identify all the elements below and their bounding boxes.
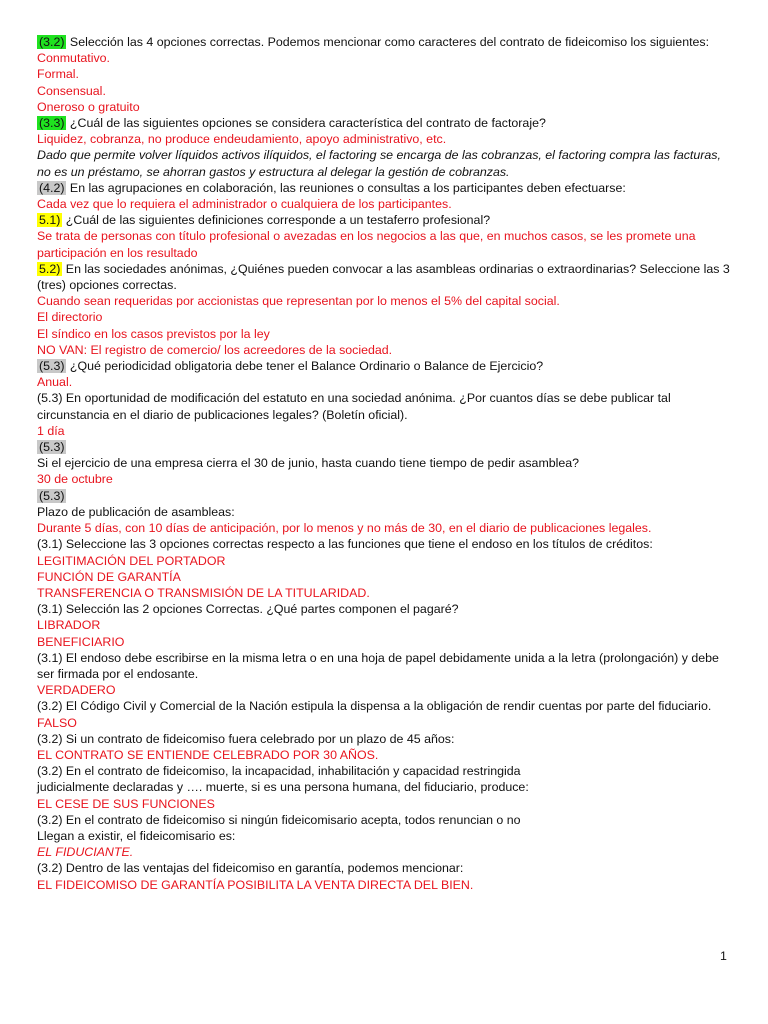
question-line (37, 698, 737, 714)
question-line (37, 779, 737, 795)
answer-line: FALSO (37, 715, 77, 730)
question-text: ¿Qué periodicidad obligatoria debe tener el Balance Ordinario o Balance de Ejercicio? (66, 359, 544, 374)
answer-line: Consensual. (37, 83, 106, 98)
page-number: 1 (720, 949, 727, 963)
question-text: Si el ejercicio de una empresa cierra el 30 de junio, hasta cuando tiene tiempo de pedir asamblea? (37, 456, 580, 471)
question-text: (3.2) Si un contrato de fideicomiso fuera celebrado por un plazo de 45 años: (37, 731, 455, 746)
question-text: (3.1) Seleccione las 3 opciones correctas respecto a las funciones que tiene el endoso en los títulos de créditos: (37, 537, 653, 552)
question-line (37, 828, 737, 844)
question-line (37, 536, 737, 552)
answer-line: BENEFICIARIO (37, 634, 125, 649)
question-line (37, 390, 737, 422)
question-line (37, 731, 737, 747)
question-line (37, 812, 737, 828)
question-text: (5.3) En oportunidad de modificación del estatuto en una sociedad anónima. ¿Por cuantos días se debe publicar tal circunstancia en el diario de publicaciones legales? (Boletín oficial). (37, 391, 671, 422)
answer-line: EL FIDUCIANTE. (37, 845, 134, 860)
answer-line: El síndico en los casos previstos por la ley (37, 326, 270, 341)
question-text: judicialmente declaradas y …. muerte, si es una persona humana, del fiduciario, produce: (37, 780, 529, 795)
question-line (37, 455, 737, 471)
question-line (37, 860, 737, 876)
question-line (37, 115, 737, 131)
answer-line: Formal. (37, 67, 79, 82)
answer-line: EL CONTRATO SE ENTIENDE CELEBRADO POR 30 AÑOS. (37, 747, 379, 762)
answer-line: Oneroso o gratuito (37, 99, 140, 114)
answer-line: Anual. (37, 375, 73, 390)
answer-line: EL CESE DE SUS FUNCIONES (37, 796, 215, 811)
answer-line: 1 día (37, 423, 65, 438)
question-tag: (3.3) (39, 116, 65, 131)
answer-line: FUNCIÓN DE GARANTÍA (37, 569, 181, 584)
question-line (37, 763, 737, 779)
question-line (37, 504, 737, 520)
question-line (37, 212, 737, 228)
question-text: (3.1) El endoso debe escribirse en la misma letra o en una hoja de papel debidamente unida a la letra (prolongación) y debe ser firmada por el endosante. (37, 650, 719, 681)
question-line (37, 439, 737, 455)
answer-line: LEGITIMACIÓN DEL PORTADOR (37, 553, 226, 568)
question-text: (3.2) En el contrato de fideicomiso, la incapacidad, inhabilitación y capacidad restringida (37, 764, 521, 779)
question-text: (3.2) El Código Civil y Comercial de la Nación estipula la dispensa a la obligación de rendir cuentas por parte del fiduciario. (37, 699, 712, 714)
answer-line: LIBRADOR (37, 618, 101, 633)
question-text: (3.2) Dentro de las ventajas del fideicomiso en garantía, podemos mencionar: (37, 861, 464, 876)
question-line (37, 180, 737, 196)
question-line (37, 34, 737, 50)
answer-line: EL FIDEICOMISO DE GARANTÍA POSIBILITA LA VENTA DIRECTA DEL BIEN. (37, 877, 474, 892)
question-line (37, 261, 737, 293)
question-text: (3.1) Selección las 2 opciones Correctas. ¿Qué partes componen el pagaré? (37, 602, 459, 617)
question-text: ¿Cuál de las siguientes opciones se considera característica del contrato de factoraje? (66, 116, 546, 131)
answer-line: 30 de octubre (37, 472, 113, 487)
answer-line: Conmutativo. (37, 51, 111, 66)
answer-line: Cuando sean requeridas por accionistas que representan por lo menos el 5% del capital social. (37, 294, 560, 309)
question-tag: (5.3) (39, 359, 65, 374)
question-text: ¿Cuál de las siguientes definiciones corresponde a un testaferro profesional? (62, 213, 491, 228)
answer-line: Se trata de personas con título profesional o avezadas en los negocios a las que, en muchos casos, se les promete una participación en los resultado (37, 229, 696, 260)
question-tag: (3.2) (39, 35, 65, 49)
answer-line: Liquidez, cobranza, no produce endeudamiento, apoyo administrativo, etc. (37, 132, 447, 147)
question-tag: (5.3) (39, 440, 65, 455)
question-text: Llegan a existir, el fideicomisario es: (37, 828, 236, 843)
answer-line: El directorio (37, 310, 103, 325)
answer-line: NO VAN: El registro de comercio/ los acreedores de la sociedad. (37, 342, 393, 357)
question-text: Plazo de publicación de asambleas: (37, 504, 235, 519)
question-tag: (4.2) (39, 180, 65, 195)
question-tag: 5.1) (39, 213, 61, 228)
answer-line: Cada vez que lo requiera el administrador o cualquiera de los participantes. (37, 197, 452, 212)
question-line (37, 601, 737, 617)
question-line (37, 650, 737, 682)
question-tag: 5.2) (39, 261, 61, 276)
question-text: En las sociedades anónimas, ¿Quiénes pueden convocar a las asambleas ordinarias o extraordinarias? Seleccione las 3 (tres) opciones correctas. (37, 261, 730, 293)
question-text: (3.2) En el contrato de fideicomiso si ningún fideicomisario acepta, todos renuncian o no (37, 812, 521, 827)
question-line (37, 488, 737, 504)
answer-line: TRANSFERENCIA O TRANSMISIÓN DE LA TITULARIDAD. (37, 585, 370, 600)
question-line (37, 358, 737, 374)
answer-line: VERDADERO (37, 683, 116, 698)
document-body (37, 34, 737, 893)
question-text: Selección las 4 opciones correctas. Podemos mencionar como caracteres del contrato de fideicomiso los siguientes: (66, 35, 710, 49)
question-tag: (5.3) (39, 488, 65, 503)
explanation-note: Dado que permite volver líquidos activos ilíquidos, el factoring se encarga de las cobranzas, el factoring compra las facturas, no es un préstamo, se ahorran gastos y estructura al delegar la gestión de cobranzas. (37, 148, 721, 179)
answer-line: Durante 5 días, con 10 días de anticipación, por lo menos y no más de 30, en el diario de publicaciones legales. (37, 521, 652, 536)
question-text: En las agrupaciones en colaboración, las reuniones o consultas a los participantes deben efectuarse: (66, 180, 626, 195)
